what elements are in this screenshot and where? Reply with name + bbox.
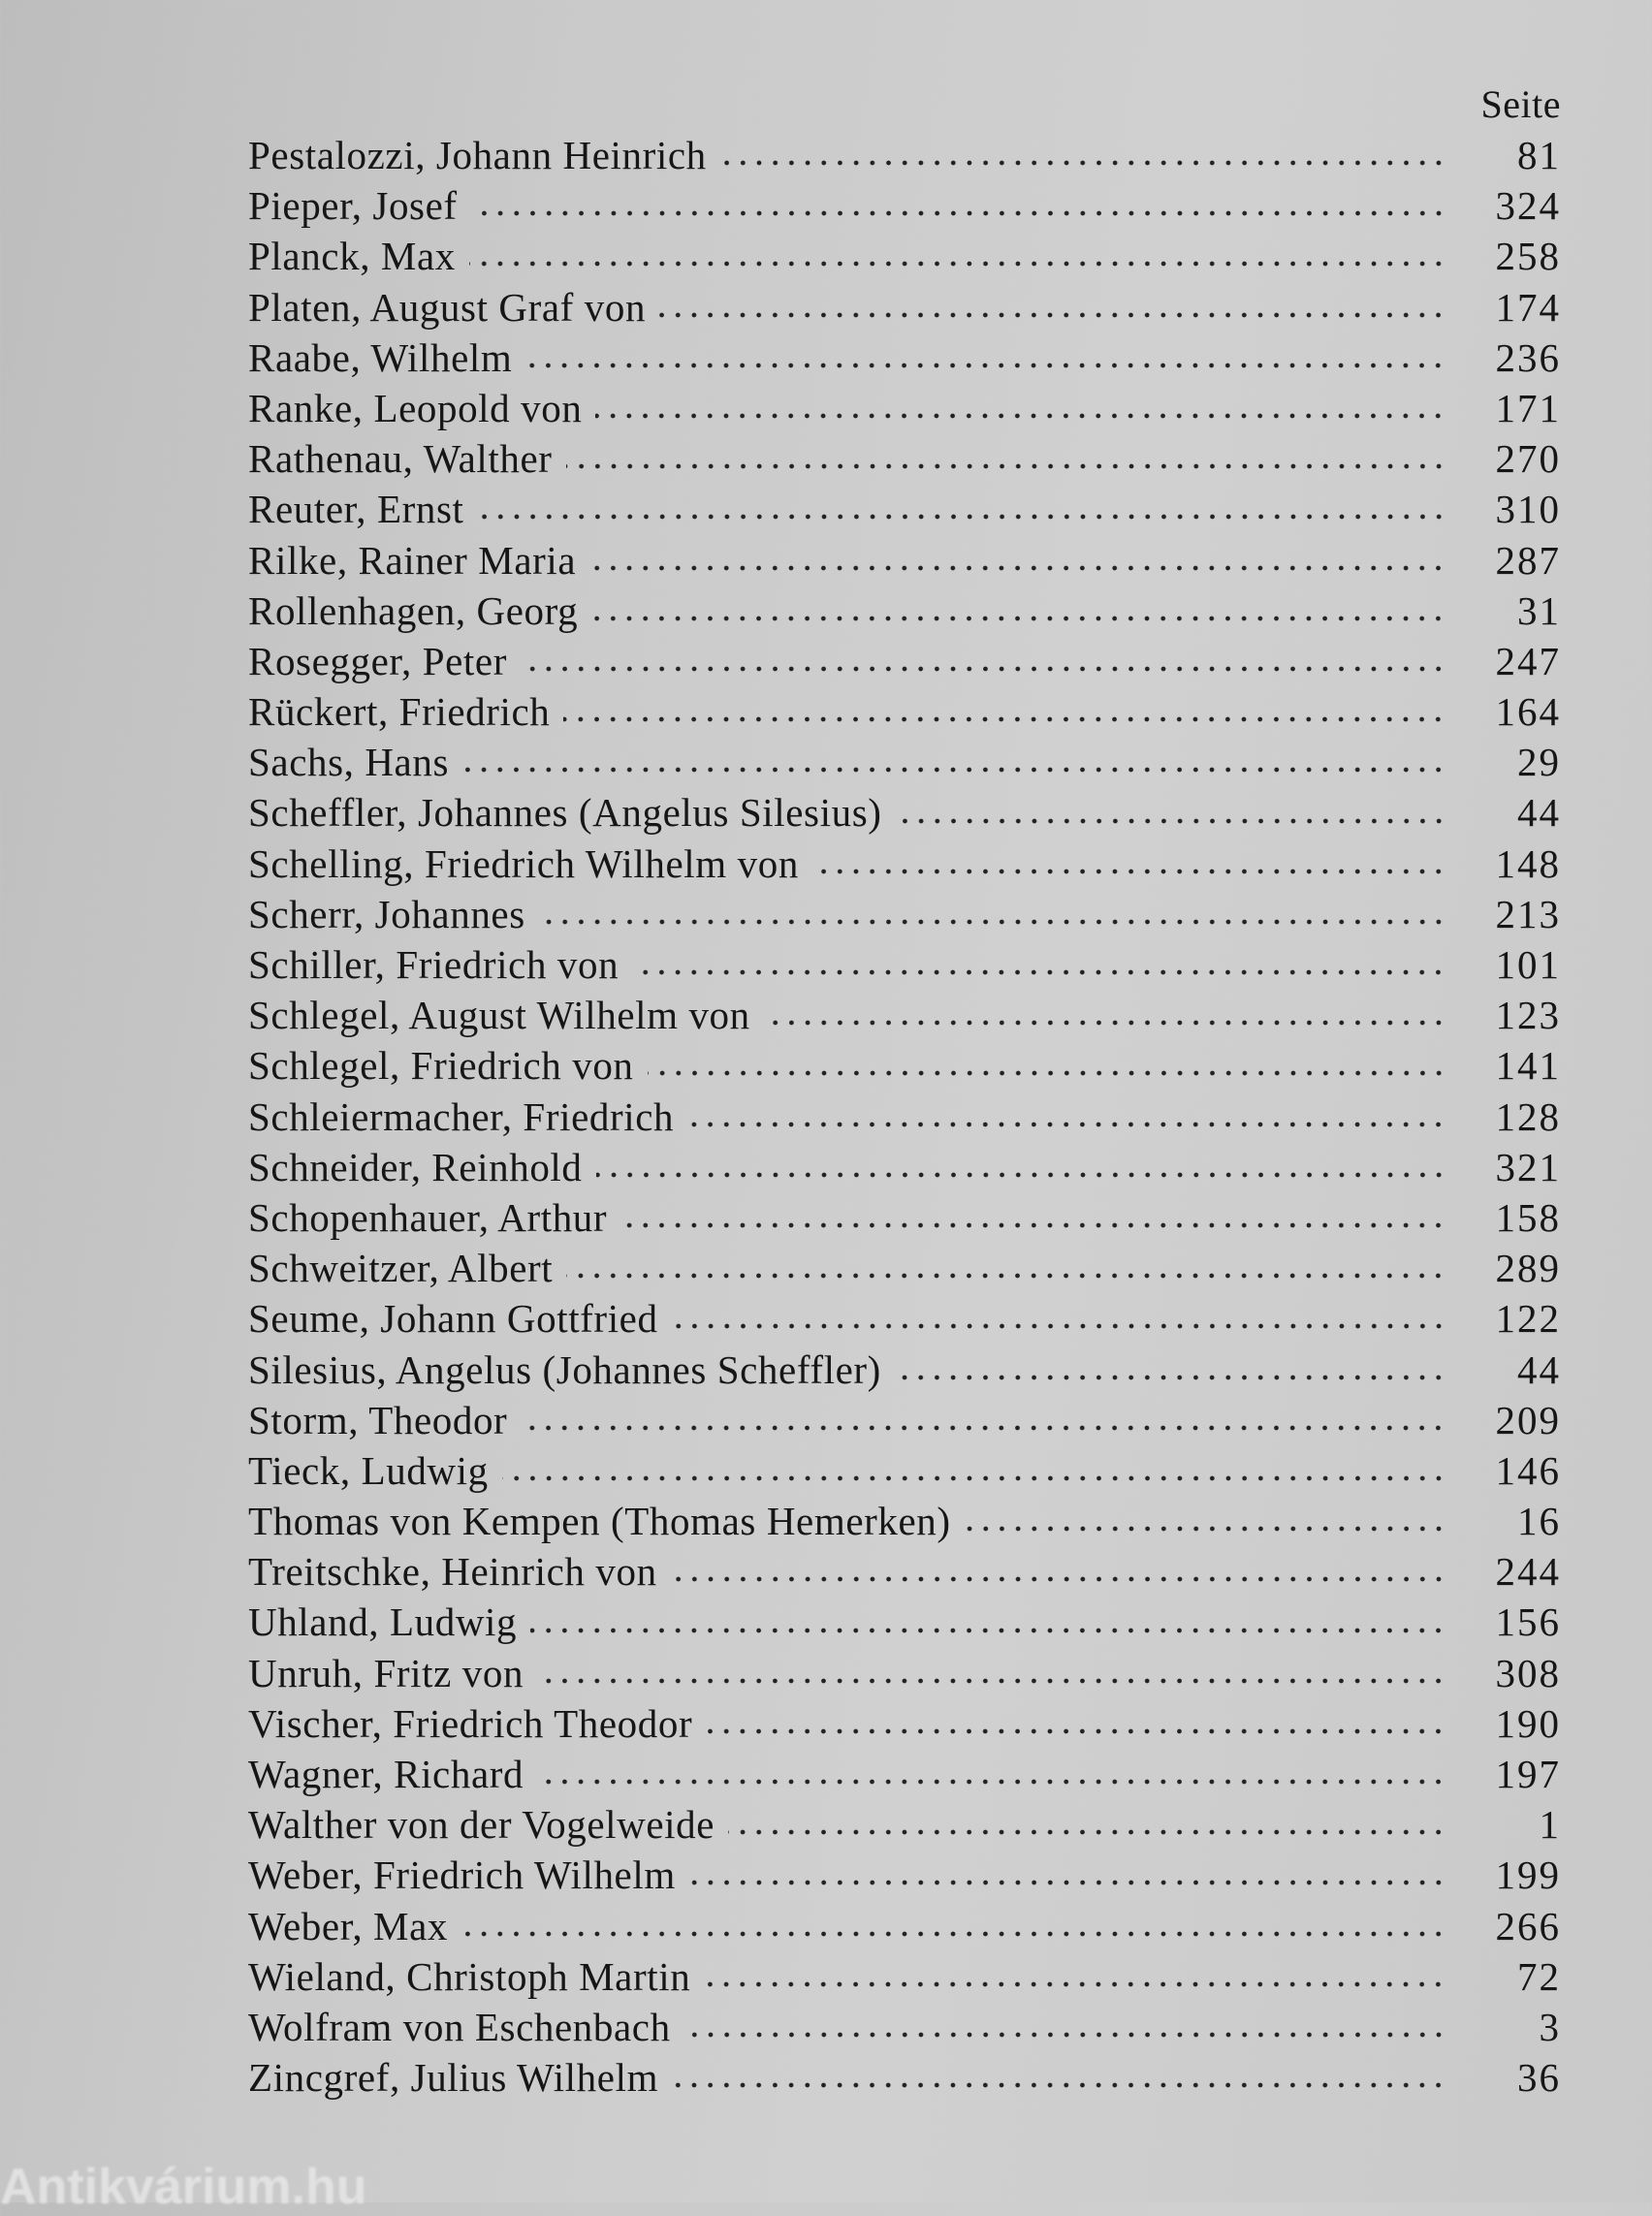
leader-dots [537, 1779, 1446, 1785]
entry-page: 158 [1495, 1194, 1561, 1240]
entry-name: Wagner, Richard [248, 1752, 524, 1796]
entry-name: Platen, August Graf von [248, 284, 647, 330]
entry-page: 324 [1495, 183, 1561, 229]
entry-name: Vischer, Friedrich Theodor [248, 1700, 693, 1746]
entry-page: 270 [1495, 436, 1561, 482]
entry-page: 174 [1495, 284, 1561, 330]
index-entry [248, 1951, 1561, 2002]
entry-page: 164 [1495, 689, 1561, 735]
leader-dots [537, 1678, 1446, 1684]
entry-page: 128 [1495, 1093, 1561, 1139]
index-entry [248, 737, 1561, 787]
index-entry [248, 1243, 1561, 1293]
leader-dots [632, 969, 1446, 975]
entry-page: 190 [1495, 1700, 1561, 1746]
entry-page: 308 [1495, 1650, 1561, 1695]
leader-dots [764, 1020, 1446, 1026]
entry-page: 36 [1517, 2055, 1561, 2101]
leader-dots [812, 869, 1446, 874]
index-entry [248, 332, 1561, 383]
entry-page: 146 [1495, 1447, 1561, 1493]
entry-page: 247 [1495, 638, 1561, 683]
entry-name: Schopenhauer, Arthur [248, 1194, 608, 1240]
entry-name: Planck, Max [248, 234, 456, 279]
page-column-header: Seite [1480, 82, 1561, 126]
leader-dots [895, 1375, 1446, 1380]
entry-name: Schleiermacher, Friedrich [248, 1093, 675, 1139]
index-entry [248, 1698, 1561, 1749]
index-entry [248, 686, 1561, 737]
index-entry [248, 2052, 1561, 2103]
entry-page: 101 [1495, 942, 1561, 987]
leader-dots [687, 1122, 1446, 1127]
entry-page: 199 [1495, 1852, 1561, 1898]
entry-name: Silesius, Angelus (Johannes Scheffler) [248, 1346, 881, 1392]
index-entry [248, 939, 1561, 990]
index-entry [248, 130, 1561, 180]
entry-page: 29 [1517, 740, 1561, 785]
entry-name: Treitschke, Heinrich von [248, 1549, 657, 1595]
leader-dots [469, 261, 1446, 267]
index-entry [248, 1040, 1561, 1091]
entry-name: Rosegger, Peter [248, 638, 507, 683]
leader-dots [471, 210, 1446, 216]
index-entry [248, 1345, 1561, 1395]
entry-name: Reuter, Ernst [248, 487, 464, 532]
entry-page: 123 [1495, 993, 1561, 1038]
entry-page: 258 [1495, 234, 1561, 279]
leader-dots [462, 767, 1446, 773]
entry-name: Weber, Max [248, 1903, 448, 1948]
entry-page: 289 [1495, 1246, 1561, 1291]
index-entry [248, 1799, 1561, 1850]
leader-dots [648, 1070, 1446, 1076]
entry-name: Zincgref, Julius Wilhelm [248, 2055, 659, 2101]
entry-page: 1 [1539, 1802, 1561, 1848]
index-entry [248, 383, 1561, 433]
index-entry [248, 2002, 1561, 2052]
index-entry [248, 484, 1561, 534]
leader-dots [704, 1981, 1446, 1987]
entry-name: Schlegel, August Wilhelm von [248, 993, 750, 1038]
entry-name: Schlegel, Friedrich von [248, 1043, 634, 1089]
entry-page: 72 [1517, 1953, 1561, 1999]
index-entry [248, 1496, 1561, 1546]
entry-name: Ranke, Leopold von [248, 385, 583, 430]
index-entry [248, 787, 1561, 838]
leader-dots [720, 160, 1446, 166]
leader-dots [672, 1323, 1446, 1329]
leader-dots [684, 2032, 1446, 2038]
index-entry [248, 990, 1561, 1040]
entry-name: Scheffler, Johannes (Angelus Silesius) [248, 790, 882, 836]
index-entry [248, 231, 1561, 281]
entry-page: 244 [1495, 1549, 1561, 1595]
index-entry [248, 1648, 1561, 1698]
leader-dots [539, 919, 1446, 925]
entry-page: 148 [1495, 840, 1561, 886]
entry-name: Weber, Friedrich Wilhelm [248, 1852, 676, 1898]
entry-name: Rollenhagen, Georg [248, 587, 579, 633]
entry-name: Tieck, Ludwig [248, 1447, 489, 1493]
entry-name: Wieland, Christoph Martin [248, 1953, 691, 1999]
index-entry [248, 636, 1561, 686]
index-entry [248, 839, 1561, 889]
leader-dots [728, 1829, 1446, 1835]
entry-name: Raabe, Wilhelm [248, 334, 513, 380]
entry-name: Pestalozzi, Johann Heinrich [248, 133, 707, 177]
entry-name: Pieper, Josef [248, 183, 458, 229]
entry-page: 81 [1517, 133, 1561, 177]
leader-dots [589, 565, 1446, 571]
index-entry [248, 1445, 1561, 1496]
leader-dots [671, 1576, 1446, 1582]
entry-page: 321 [1495, 1144, 1561, 1189]
watermark: Antikvárium.hu [0, 2159, 367, 2215]
leader-dots [659, 312, 1446, 318]
leader-dots [530, 1628, 1446, 1633]
entry-page: 287 [1495, 537, 1561, 583]
index-entry [248, 282, 1561, 332]
index-entry [248, 1850, 1561, 1900]
index-entry [248, 180, 1561, 231]
entry-name: Sachs, Hans [248, 740, 450, 785]
index-entry [248, 889, 1561, 939]
entry-name: Schiller, Friedrich von [248, 942, 620, 987]
entry-page: 266 [1495, 1903, 1561, 1948]
entry-page: 310 [1495, 487, 1561, 532]
index-entry [248, 535, 1561, 586]
entry-name: Schneider, Reinhold [248, 1144, 583, 1189]
entry-page: 16 [1517, 1499, 1561, 1544]
index-entry [248, 1597, 1561, 1647]
leader-dots [521, 1425, 1446, 1431]
leader-dots [525, 363, 1446, 368]
entry-page: 44 [1517, 790, 1561, 836]
entry-name: Schelling, Friedrich Wilhelm von [248, 840, 799, 886]
index-entry [248, 1142, 1561, 1192]
entry-page: 213 [1495, 891, 1561, 936]
entry-page: 171 [1495, 385, 1561, 430]
entry-name: Schweitzer, Albert [248, 1246, 554, 1291]
index-entry [248, 1293, 1561, 1344]
index-entry [248, 1395, 1561, 1445]
leader-dots [965, 1526, 1446, 1532]
leader-dots [596, 1172, 1446, 1178]
index-entry [248, 1546, 1561, 1597]
entry-page: 3 [1539, 2004, 1561, 2049]
entry-page: 236 [1495, 334, 1561, 380]
leader-dots [478, 514, 1447, 520]
entry-page: 31 [1517, 587, 1561, 633]
leader-dots [689, 1880, 1446, 1885]
leader-dots [563, 716, 1446, 722]
index-entry [248, 1092, 1561, 1142]
entry-name: Uhland, Ludwig [248, 1599, 518, 1645]
index-entry [248, 1749, 1561, 1799]
index-entry [248, 1901, 1561, 1951]
entry-page: 44 [1517, 1346, 1561, 1392]
leader-dots [521, 666, 1446, 672]
index-page [248, 79, 1561, 2103]
entry-name: Rilke, Rainer Maria [248, 537, 577, 583]
leader-dots [502, 1475, 1446, 1481]
entry-name: Rückert, Friedrich [248, 689, 551, 735]
entry-name: Walther von der Vogelweide [248, 1802, 715, 1848]
entry-page: 197 [1495, 1752, 1561, 1796]
index-entry [248, 1192, 1561, 1243]
leader-dots [595, 413, 1446, 419]
entry-page: 209 [1495, 1397, 1561, 1442]
leader-dots [672, 2082, 1446, 2088]
leader-dots [896, 818, 1446, 824]
leader-dots [461, 1931, 1446, 1937]
leader-dots [566, 1273, 1446, 1279]
leader-dots [566, 463, 1446, 469]
entry-name: Thomas von Kempen (Thomas Hemerken) [248, 1499, 951, 1544]
leader-dots [620, 1222, 1446, 1228]
entry-name: Seume, Johann Gottfried [248, 1296, 658, 1342]
entry-page: 122 [1495, 1296, 1561, 1342]
entry-page: 141 [1495, 1043, 1561, 1089]
index-list [248, 130, 1561, 2103]
entry-page: 156 [1495, 1599, 1561, 1645]
leader-dots [706, 1728, 1446, 1734]
index-entry [248, 586, 1561, 636]
index-entry [248, 433, 1561, 484]
entry-name: Wolfram von Eschenbach [248, 2004, 671, 2049]
entry-name: Unruh, Fritz von [248, 1650, 524, 1695]
entry-name: Storm, Theodor [248, 1397, 508, 1442]
entry-name: Scherr, Johannes [248, 891, 525, 936]
entry-name: Rathenau, Walther [248, 436, 553, 482]
leader-dots [591, 616, 1446, 621]
